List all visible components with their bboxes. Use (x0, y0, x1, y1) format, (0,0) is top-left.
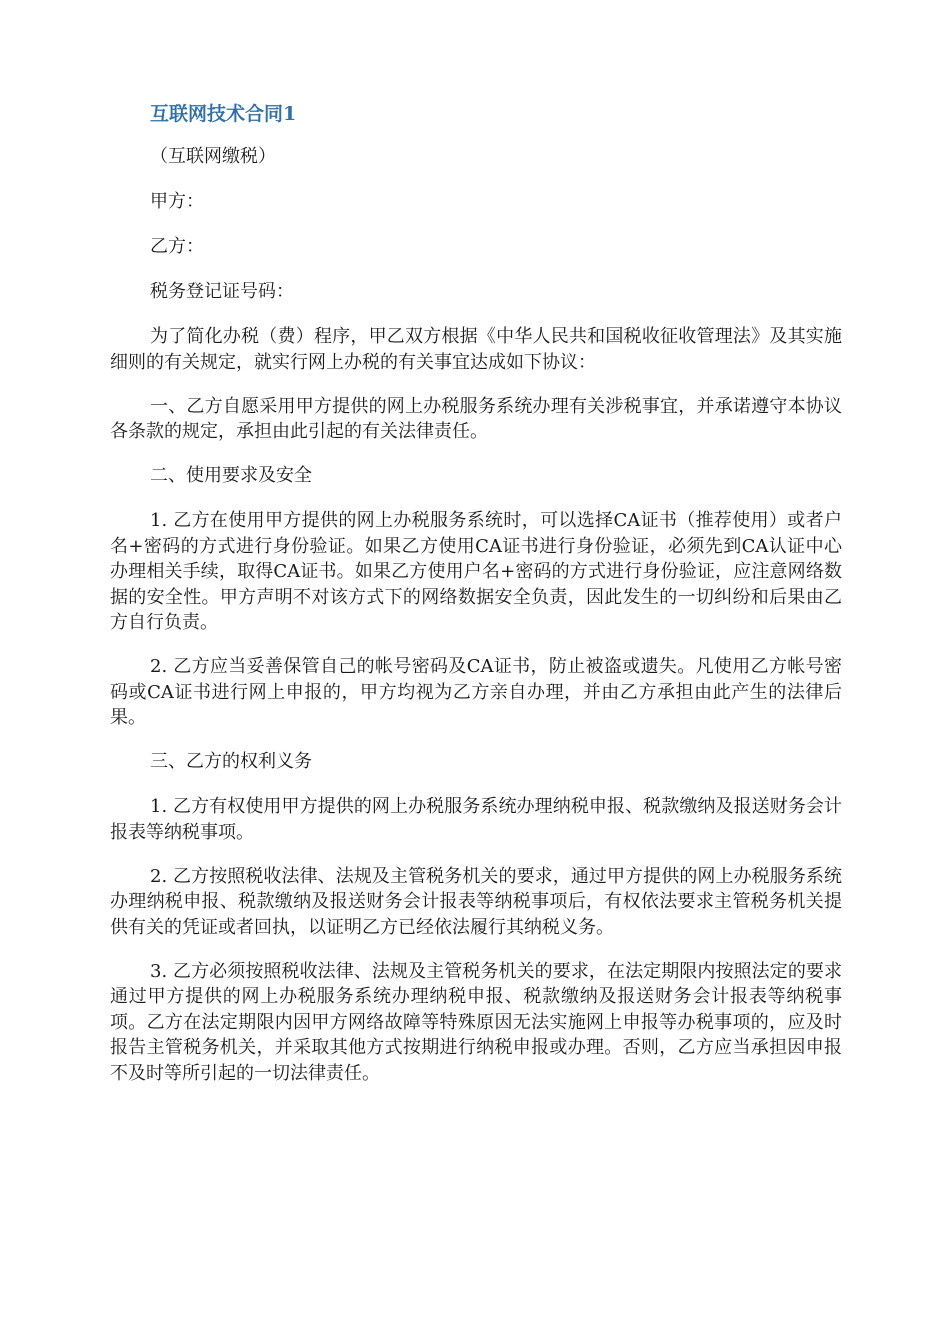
section-2-item-2: 2. 乙方应当妥善保管自己的帐号密码及CA证书，防止被盗或遗失。凡使用乙方帐号密码或CA证书进行网上申报的，甲方均视为乙方亲自办理，并由乙方承担由此产生的法律后果。 (110, 656, 842, 728)
section-2-item-1: 1. 乙方在使用甲方提供的网上办税服务系统时，可以选择CA证书（推荐使用）或者户名+密码的方式进行身份验证。如果乙方使用CA证书进行身份验证，必须先到CA认证中心办理相关手续，取得CA证书。如果乙方使用户名+密码的方式进行身份验证，应注意网络数据的安全性。甲方声明不对该方式下的网络数据安全负责，因此发生的一切纠纷和后果由乙方自行负责。 (110, 510, 842, 633)
preamble-paragraph: 为了简化办税（费）程序，甲乙双方根据《中华人民共和国税收征收管理法》及其实施细则的有关规定，就实行网上办税的有关事宜达成如下协议： (110, 326, 842, 373)
clause-1-paragraph: 一、乙方自愿采用甲方提供的网上办税服务系统办理有关涉税事宜，并承诺遵守本协议各条款的规定，承担由此引起的有关法律责任。 (110, 395, 842, 442)
document-body (110, 100, 842, 1105)
tax-registration-line: 税务登记证号码： (150, 281, 294, 302)
document-title: 互联网技术合同1 (150, 103, 297, 125)
section-3-heading: 三、乙方的权利义务 (150, 751, 312, 772)
section-3-item-2: 2. 乙方按照税收法律、法规及主管税务机关的要求，通过甲方提供的网上办税服务系统办理纳税申报、税款缴纳及报送财务会计报表等纳税事项后，有权依法要求主管税务机关提供有关的凭证或者回执，以证明乙方已经依法履行其纳税义务。 (110, 865, 842, 938)
section-2-heading: 二、使用要求及安全 (150, 465, 312, 486)
section-3-item-1: 1. 乙方有权使用甲方提供的网上办税服务系统办理纳税申报、税款缴纳及报送财务会计报表等纳税事项。 (110, 796, 842, 843)
party-b-line: 乙方： (150, 236, 204, 257)
subtitle-paragraph: （互联网缴税） (150, 146, 276, 167)
section-3-item-3: 3. 乙方必须按照税收法律、法规及主管税务机关的要求，在法定期限内按照法定的要求通过甲方提供的网上办税服务系统办理纳税申报、税款缴纳及报送财务会计报表等纳税事项。乙方在法定期限内因甲方网络故障等特殊原因无法实施网上申报等办税事项的，应及时报告主管税务机关，并采取其他方式按期进行纳税申报或办理。否则，乙方应当承担因申报不及时等所引起的一切法律责任。 (110, 960, 842, 1084)
party-a-line: 甲方： (150, 191, 204, 212)
